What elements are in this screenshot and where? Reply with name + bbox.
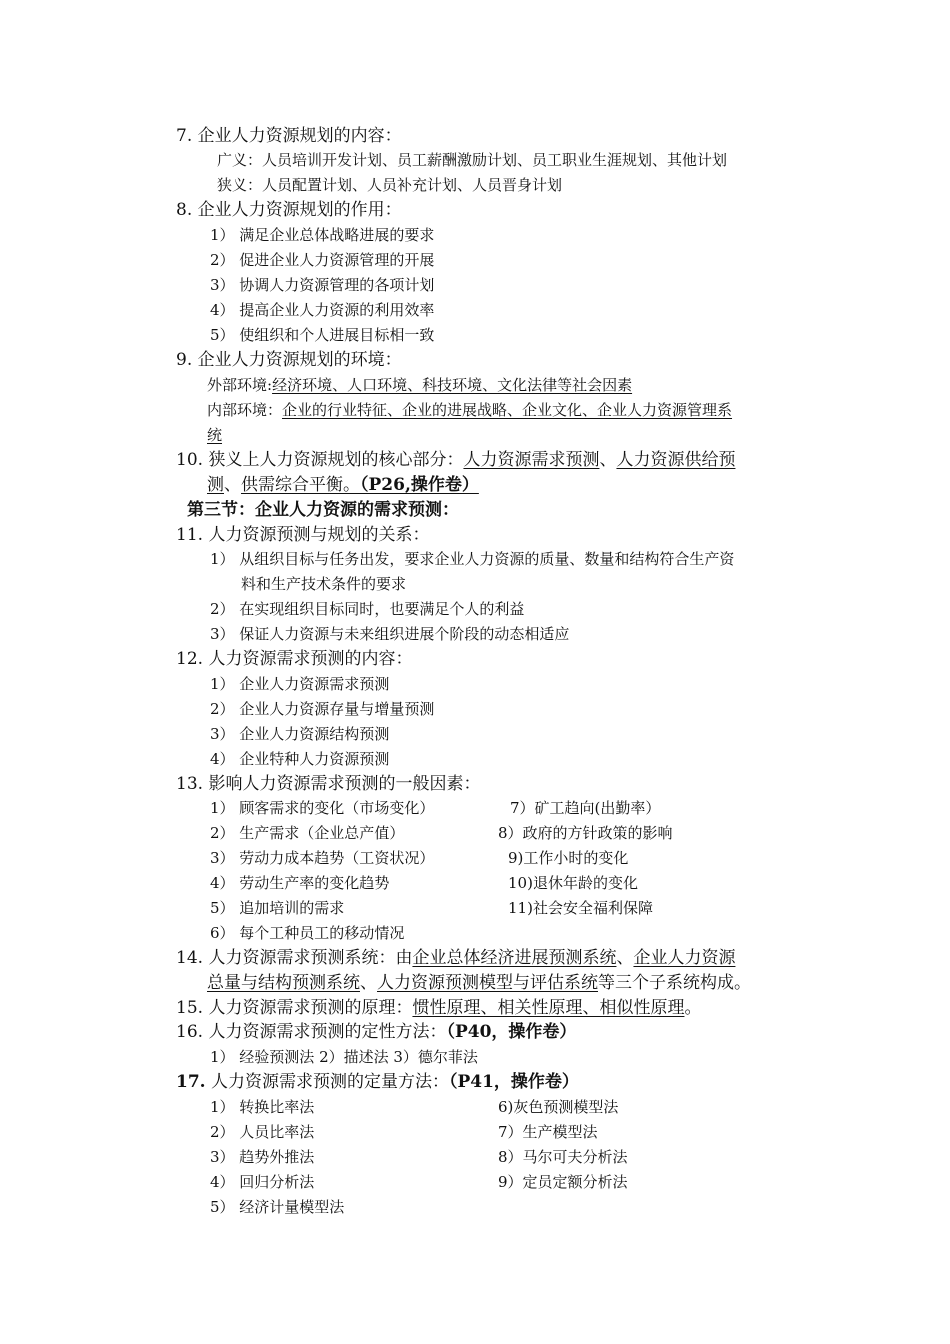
q8-item-2: 2） 促进企业人力资源管理的开展 — [210, 251, 435, 269]
q7-broad: 广义：人员培训开发计划、员工薪酬激励计划、员工职业生涯规划、其他计划 — [217, 151, 728, 169]
q8-item-5: 5） 使组织和个人进展目标相一致 — [210, 326, 435, 344]
q15-prefix: 15. 人力资源需求预测的原理： — [176, 998, 413, 1018]
q17-line — [176, 1074, 579, 1091]
q13-factor-11: 11)社会安全福利保障 — [508, 899, 653, 917]
q12-item-2: 2） 企业人力资源存量与增量预测 — [210, 700, 435, 718]
q17-number: 17. — [176, 1072, 206, 1092]
q13-factor-10: 10)退休年龄的变化 — [508, 874, 638, 892]
q10-part-1: 人力资源需求预测 — [463, 450, 600, 470]
q9-internal-cont — [207, 428, 222, 443]
q14-sep-2: 、 — [360, 973, 377, 993]
q9-internal-value-cont: 统 — [207, 426, 223, 444]
q8-item-1: 1） 满足企业总体战略进展的要求 — [210, 226, 435, 244]
q13-factor-6: 6） 每个工种员工的移动情况 — [210, 924, 405, 942]
q9-internal-value: 企业的行业特征、企业的进展战略、企业文化、企业人力资源管理系 — [282, 401, 733, 419]
q14-sep-1: 、 — [616, 948, 634, 968]
q13-factor-9: 9)工作小时的变化 — [508, 849, 629, 867]
q7-title: 7. 企业人力资源规划的内容： — [176, 126, 402, 146]
q17-method-8: 8）马尔可夫分析法 — [498, 1148, 628, 1166]
q13-title: 13. 影响人力资源需求预测的一般因素： — [176, 774, 481, 794]
q10-sep-2: 、 — [224, 475, 241, 495]
q17-method-5: 5） 经济计量模型法 — [210, 1198, 345, 1216]
q15-principles: 惯性原理、相关性原理、相似性原理 — [412, 998, 685, 1018]
q14-system-1: 企业总体经济进展预测系统 — [412, 948, 617, 968]
q11-item-3: 3） 保证人力资源与未来组织进展个阶段的动态相适应 — [210, 625, 570, 643]
q16-ref: （P40，操作卷） — [446, 1022, 577, 1042]
q16-line — [176, 1024, 576, 1041]
q13-factor-5: 5） 追加培训的需求 — [210, 899, 345, 917]
q9-title: 9. 企业人力资源规划的环境： — [176, 350, 402, 370]
q9-external-value: 经济环境、人口环境、科技环境、文化法律等社会因素 — [272, 376, 633, 394]
q9-external — [207, 378, 632, 393]
q17-title: 人力资源需求预测的定量方法： — [205, 1072, 449, 1092]
q13-factor-1: 1） 顾客需求的变化（市场变化） — [210, 799, 435, 817]
q12-title: 12. 人力资源需求预测的内容： — [176, 649, 413, 669]
q11-item-2: 2） 在实现组织目标同时，也要满足个人的利益 — [210, 600, 525, 618]
q13-factor-4: 4） 劳动生产率的变化趋势 — [210, 874, 390, 892]
q11-item-1-cont: 料和生产技术条件的要求 — [241, 575, 407, 593]
q10-line-2 — [207, 477, 479, 494]
q10-part-2: 人力资源供给预 — [616, 450, 736, 470]
q17-method-9: 9）定员定额分析法 — [498, 1173, 628, 1191]
q12-item-3: 3） 企业人力资源结构预测 — [210, 725, 390, 743]
q15-line — [176, 1000, 701, 1017]
q17-ref: （P41，操作卷） — [448, 1072, 579, 1092]
q11-item-1: 1） 从组织目标与任务出发，要求企业人力资源的质量、数量和结构符合生产资 — [210, 550, 735, 568]
q17-method-7: 7）生产模型法 — [498, 1123, 598, 1141]
q14-system-2: 企业人力资源 — [633, 948, 736, 968]
q16-methods: 1） 经验预测法 2）描述法 3）德尔菲法 — [210, 1048, 478, 1066]
q17-method-3: 3） 趋势外推法 — [210, 1148, 315, 1166]
q14-system-2-cont: 总量与结构预测系统 — [207, 973, 360, 993]
q14-prefix: 14. 人力资源需求预测系统：由 — [176, 948, 413, 968]
q14-suffix: 等三个子系统构成。 — [598, 973, 751, 993]
q13-factor-7: 7）矿工趋向(出勤率） — [510, 799, 661, 817]
q9-internal — [207, 403, 732, 418]
section-title: 第三节：企业人力资源的需求预测： — [187, 500, 459, 520]
q14-line-1 — [176, 950, 735, 967]
q14-system-3: 人力资源预测模型与评估系统 — [377, 973, 598, 993]
q16-title: 16. 人力资源需求预测的定性方法： — [176, 1022, 447, 1042]
q17-method-2: 2） 人员比率法 — [210, 1123, 315, 1141]
q10-ref: （P26,操作卷） — [360, 475, 479, 495]
q8-item-4: 4） 提高企业人力资源的利用效率 — [210, 301, 435, 319]
q12-item-1: 1） 企业人力资源需求预测 — [210, 675, 390, 693]
q10-part-3: 测 — [207, 475, 224, 495]
q10-line-1 — [176, 452, 735, 469]
q11-title: 11. 人力资源预测与规划的关系： — [176, 525, 430, 545]
q10-prefix: 10. 狭义上人力资源规划的核心部分： — [176, 450, 464, 470]
q15-suffix: 。 — [684, 998, 702, 1018]
q13-factor-2: 2） 生产需求（企业总产值） — [210, 824, 405, 842]
q17-method-4: 4） 回归分析法 — [210, 1173, 315, 1191]
q10-sep-1: 、 — [599, 450, 617, 470]
q10-part-4: 供需综合平衡。 — [241, 475, 360, 495]
q17-method-6: 6)灰色预测模型法 — [498, 1098, 619, 1116]
q9-internal-label: 内部环境： — [207, 401, 283, 419]
q8-title: 8. 企业人力资源规划的作用： — [176, 200, 402, 220]
q13-factor-3: 3） 劳动力成本趋势（工资状况） — [210, 849, 435, 867]
q14-line-2 — [207, 975, 751, 992]
q17-method-1: 1） 转换比率法 — [210, 1098, 315, 1116]
q13-factor-8: 8）政府的方针政策的影响 — [498, 824, 673, 842]
q7-narrow: 狭义：人员配置计划、人员补充计划、人员晋身计划 — [217, 176, 563, 194]
q12-item-4: 4） 企业特种人力资源预测 — [210, 750, 390, 768]
q9-external-label: 外部环境: — [207, 376, 273, 394]
q8-item-3: 3） 协调人力资源管理的各项计划 — [210, 276, 435, 294]
